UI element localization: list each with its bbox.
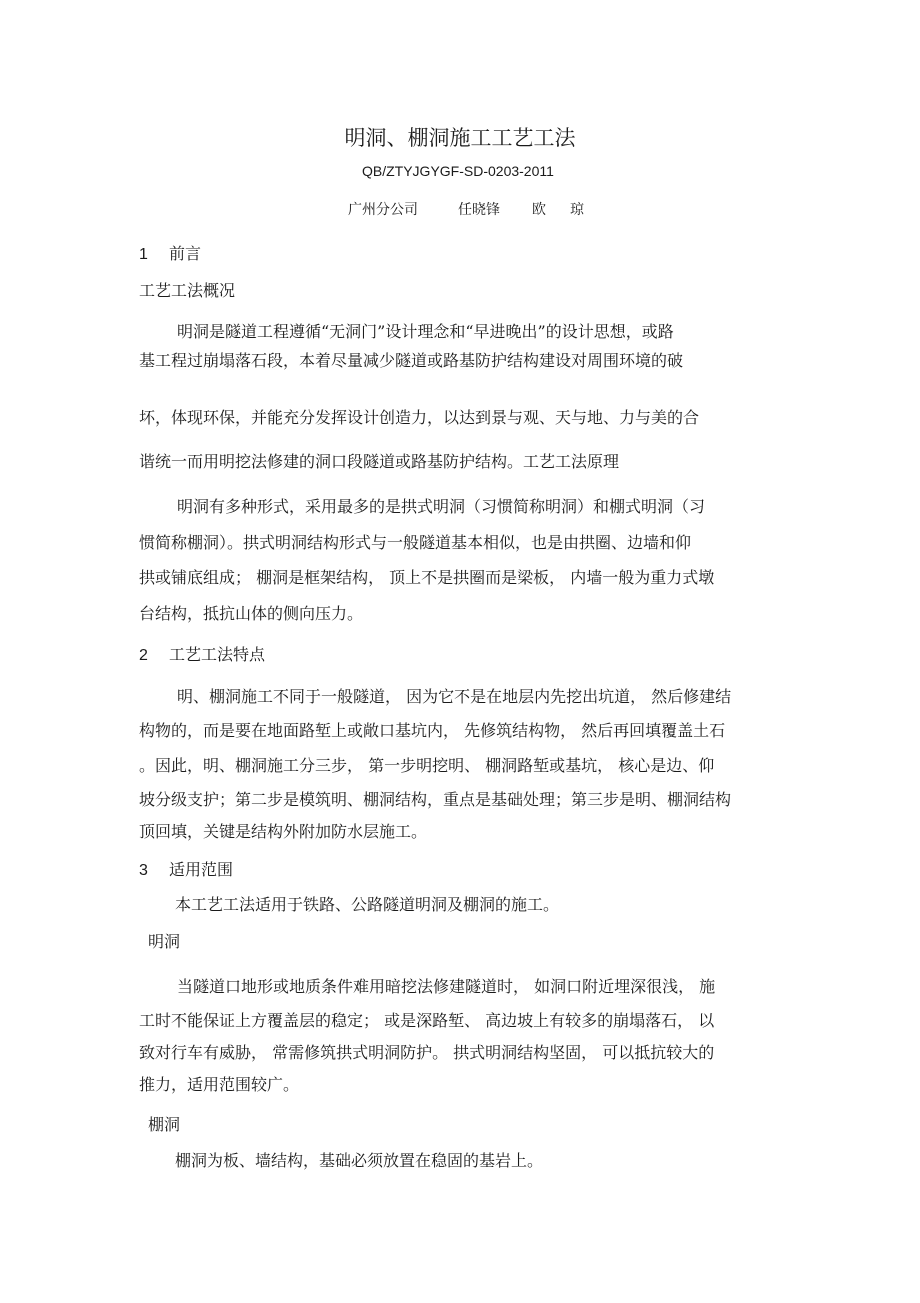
paragraph-line: 工时不能保证上方覆盖层的稳定； 或是深路堑、 高边坡上有较多的崩塌落石， 以	[139, 1011, 715, 1030]
paragraph-line: 当隧道口地形或地质条件难用暗挖法修建隧道时， 如洞口附近埋深很浅， 施	[177, 977, 716, 996]
paragraph-line: 明、棚洞施工不同于一般隧道， 因为它不是在地层内先挖出坑道， 然后修建结	[177, 687, 732, 706]
paragraph-line: 台结构，抵抗山体的侧向压力。	[139, 604, 364, 623]
section-title: 前言	[169, 244, 202, 263]
paragraph-line: 惯简称棚洞）。拱式明洞结构形式与一般隧道基本相似，也是由拱圈、边墙和仰	[139, 533, 692, 552]
section-heading-1	[139, 244, 201, 265]
paragraph-line: 推力，适用范围较广。	[139, 1075, 300, 1094]
standard-code: QB/ZTYJGYGF-SD-0203-2011	[362, 163, 554, 179]
section-title: 工艺工法特点	[169, 645, 266, 664]
section-title: 适用范围	[169, 860, 234, 879]
author-name-2a: 欧	[532, 202, 546, 218]
paragraph-line: 坏，体现环保，并能充分发挥设计创造力，以达到景与观、天与地、力与美的合	[139, 408, 700, 427]
document-title: 明洞、棚洞施工工艺工法	[344, 126, 576, 150]
author-name-1: 任晓锋	[458, 202, 500, 218]
paragraph-line: 基工程过崩塌落石段，本着尽量减少隧道或路基防护结构建设对周围环境的破	[139, 351, 684, 370]
paragraph-line: 谐统一而用明挖法修建的洞口段隧道或路基防护结构。工艺工法原理	[139, 452, 620, 471]
authors-line	[348, 201, 584, 219]
section-heading-2	[139, 645, 265, 666]
paragraph-line: 明洞有多种形式，采用最多的是拱式明洞（习惯简称明洞）和棚式明洞（习	[177, 497, 706, 516]
author-company: 广州分公司	[348, 202, 418, 218]
subheading-overview: 工艺工法概况	[139, 281, 236, 300]
paragraph-line: 本工艺工法适用于铁路、公路隧道明洞及棚洞的施工。	[175, 895, 560, 914]
paragraph-line: 坡分级支护；第二步是模筑明、棚洞结构，重点是基础处理；第三步是明、棚洞结构	[139, 790, 732, 809]
paragraph-line: 拱或铺底组成； 棚洞是框架结构， 顶上不是拱圈而是梁板， 内墙一般为重力式墩	[139, 568, 715, 587]
paragraph-line: 。因此，明、棚洞施工分三步， 第一步明挖明、 棚洞路堑或基坑， 核心是边、仰	[139, 756, 715, 775]
section-number: 2	[139, 647, 148, 664]
paragraph-line: 顶回填，关键是结构外附加防水层施工。	[139, 822, 428, 841]
section-heading-3	[139, 860, 233, 881]
paragraph-line: 明洞是隧道工程遵循“无洞门”设计理念和“早进晚出”的设计思想，或路	[177, 322, 674, 341]
subheading-mingdong: 明洞	[148, 932, 181, 951]
paragraph-line: 构物的，而是要在地面路堑上或敞口基坑内， 先修筑结构物， 然后再回填覆盖土石	[139, 721, 726, 740]
subheading-pengdong: 棚洞	[148, 1115, 181, 1134]
paragraph-line: 棚洞为板、墙结构，基础必须放置在稳固的基岩上。	[175, 1151, 544, 1170]
section-number: 1	[139, 246, 148, 263]
author-name-2b: 琼	[570, 202, 584, 218]
paragraph-line: 致对行车有威胁， 常需修筑拱式明洞防护。 拱式明洞结构坚固， 可以抵抗较大的	[139, 1043, 715, 1062]
section-number: 3	[139, 862, 148, 879]
